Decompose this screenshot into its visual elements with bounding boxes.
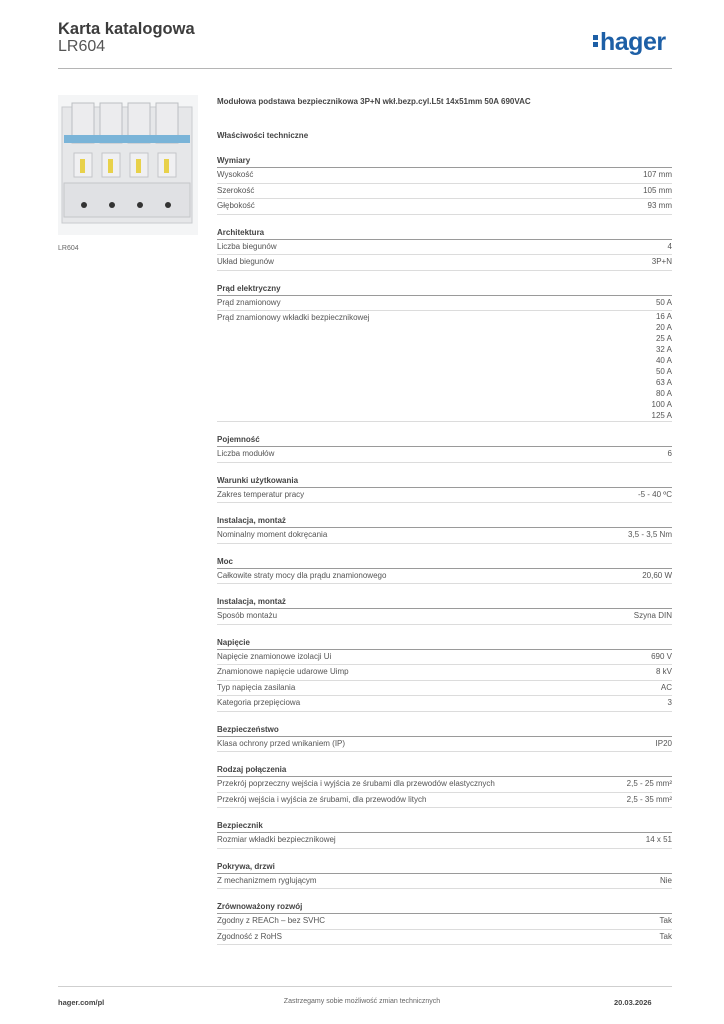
- spec-value: 20,60 W: [642, 570, 672, 580]
- spec-label: Rozmiar wkładki bezpiecznikowej: [217, 835, 336, 844]
- section-heading: Wymiary: [217, 155, 672, 168]
- spec-row: [217, 168, 672, 184]
- spec-row: [217, 199, 672, 215]
- spec-value: 3P+N: [651, 257, 672, 266]
- spec-row: [217, 311, 672, 422]
- spec-row: [217, 255, 672, 271]
- spec-label: Głębokość: [217, 201, 255, 210]
- spec-value: 2,5 - 25 mm²: [626, 779, 672, 788]
- spec-value: 93 mm: [647, 201, 672, 210]
- spec-row: [217, 240, 672, 256]
- page-title: Karta katalogowa: [58, 20, 195, 38]
- spec-row: [217, 793, 672, 809]
- product-title: Modułowa podstawa bezpiecznikowa 3P+N wkł.bezp.cyl.L5t 14x51mm 50A 690VAC: [217, 97, 531, 106]
- spec-row: [217, 447, 672, 463]
- spec-row: [217, 696, 672, 712]
- spec-row: [217, 609, 672, 625]
- image-caption: LR604: [58, 245, 79, 252]
- specs-content: [217, 97, 672, 945]
- spec-value: 20 A: [655, 323, 672, 332]
- spec-label: Z mechanizmem ryglującym: [217, 875, 317, 885]
- page-subtitle: LR604: [58, 38, 106, 55]
- section-heading: Warunki użytkowania: [217, 475, 672, 488]
- spec-values: [652, 311, 672, 421]
- spec-value: 80 A: [655, 389, 672, 398]
- spec-value: 63 A: [655, 378, 672, 387]
- spec-value: 107 mm: [643, 170, 672, 179]
- section-heading: Pojemność: [217, 434, 672, 447]
- spec-value: 2,5 - 35 mm²: [626, 794, 672, 804]
- spec-value: 100 A: [651, 400, 672, 409]
- spec-value: Szyna DIN: [633, 611, 672, 620]
- spec-value: 8 kV: [655, 667, 672, 676]
- spec-label: Wysokość: [217, 170, 254, 179]
- spec-value: 32 A: [655, 345, 672, 354]
- spec-value: 4: [667, 241, 672, 251]
- spec-row: [217, 665, 672, 681]
- spec-row: [217, 569, 672, 585]
- spec-label: Nominalny moment dokręcania: [217, 530, 328, 539]
- spec-label: Całkowite straty mocy dla prądu znamionowego: [217, 570, 387, 580]
- spec-label: Typ napięcia zasilania: [217, 682, 296, 692]
- spec-value: 690 V: [651, 651, 672, 661]
- spec-row: [217, 737, 672, 753]
- spec-label: Zgodny z REACh – bez SVHC: [217, 916, 326, 925]
- hager-logo: [593, 26, 666, 58]
- spec-value: 3,5 - 3,5 Nm: [627, 530, 672, 539]
- spec-row: [217, 528, 672, 544]
- spec-label: Szerokość: [217, 185, 255, 195]
- spec-row: [217, 777, 672, 793]
- spec-value: 3: [667, 698, 672, 707]
- spec-label: Przekrój poprzeczny wejścia i wyjścia ze śrubami dla przewodów elastycznych: [217, 779, 495, 788]
- footer-website-link[interactable]: hager.com/pl: [58, 998, 105, 1007]
- spec-value: IP20: [655, 738, 672, 748]
- spec-label: Sposób montażu: [217, 611, 278, 620]
- spec-value: 14 x 51: [645, 835, 672, 844]
- spec-label: Liczba biegunów: [217, 241, 277, 251]
- spec-row: [217, 930, 672, 946]
- spec-label: Zakres temperatur pracy: [217, 489, 305, 499]
- spec-value: 125 A: [651, 411, 672, 420]
- logo-dots-icon: [593, 33, 598, 49]
- spec-value: Nie: [659, 875, 672, 885]
- technical-properties-title: Właściwości techniczne: [217, 131, 309, 140]
- spec-value: -5 - 40 ºC: [637, 489, 672, 499]
- spec-value: 25 A: [655, 334, 672, 343]
- section-heading: Architektura: [217, 227, 672, 240]
- spec-row: [217, 833, 672, 849]
- section-heading: Bezpiecznik: [217, 820, 672, 833]
- spec-value: 40 A: [655, 356, 672, 365]
- spec-value: 50 A: [655, 297, 672, 307]
- spec-value: 105 mm: [643, 185, 672, 195]
- spec-sections: [217, 155, 672, 945]
- spec-value: Tak: [659, 916, 672, 925]
- spec-value: 16 A: [655, 312, 672, 321]
- spec-value: Tak: [659, 931, 672, 941]
- spec-row: [217, 296, 672, 312]
- section-heading: Moc: [217, 556, 672, 569]
- section-heading: Bezpieczeństwo: [217, 724, 672, 737]
- footer-divider: [58, 986, 672, 987]
- spec-label: Układ biegunów: [217, 257, 274, 266]
- section-heading: Prąd elektryczny: [217, 283, 672, 296]
- section-heading: Zrównoważony rozwój: [217, 901, 672, 914]
- spec-value: AC: [660, 682, 672, 692]
- section-heading: Instalacja, montaż: [217, 515, 672, 528]
- spec-value: 6: [667, 449, 672, 458]
- spec-value: 50 A: [655, 367, 672, 376]
- section-heading: Instalacja, montaż: [217, 596, 672, 609]
- spec-row: [217, 914, 672, 930]
- spec-row: [217, 650, 672, 666]
- spec-label: Klasa ochrony przed wnikaniem (IP): [217, 738, 346, 748]
- spec-row: [217, 488, 672, 504]
- logo-text: hager: [600, 28, 666, 56]
- spec-row: [217, 681, 672, 697]
- spec-label: Przekrój wejścia i wyjścia ze śrubami, dla przewodów litych: [217, 794, 427, 804]
- footer-date: 20.03.2026: [614, 998, 652, 1007]
- spec-row: [217, 184, 672, 200]
- footer-disclaimer: Zastrzegamy sobie możliwość zmian technicznych: [283, 998, 441, 1005]
- section-heading: Rodzaj połączenia: [217, 764, 672, 777]
- section-heading: Napięcie: [217, 637, 672, 650]
- spec-row: [217, 874, 672, 890]
- spec-label: Kategoria przepięciowa: [217, 698, 301, 707]
- spec-label: Liczba modułów: [217, 449, 275, 458]
- spec-label: Prąd znamionowy wkładki bezpiecznikowej: [217, 313, 370, 322]
- spec-label: Znamionowe napięcie udarowe Uimp: [217, 667, 349, 676]
- header-divider: [58, 68, 672, 69]
- spec-label: Napięcie znamionowe izolacji Ui: [217, 651, 332, 661]
- product-image: [58, 95, 198, 235]
- spec-label: Prąd znamionowy: [217, 297, 281, 307]
- section-heading: Pokrywa, drzwi: [217, 861, 672, 874]
- spec-label: Zgodność z RoHS: [217, 931, 282, 941]
